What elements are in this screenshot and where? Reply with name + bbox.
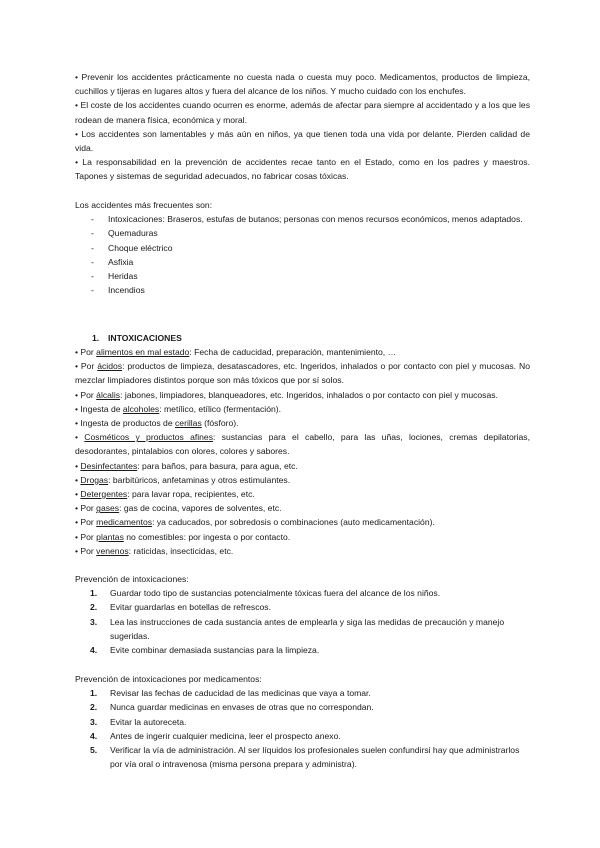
prevention-section xyxy=(75,572,530,657)
intro-paragraph: • Los accidentes son lamentables y más aún en niños, ya que tienen toda una vida por delante. Pierden calidad de vida. xyxy=(75,128,530,154)
cause-item: • Por medicamentos: ya caducados, por sobredosis o combinaciones (auto medicamentación). xyxy=(75,517,435,528)
intro-paragraph: • Prevenir los accidentes prácticamente no cuesta nada o cuesta muy poco. Medicamentos, productos de limpieza, cuchillos y tijeras en lugares altos y fuera del alcance de los niños. Y mucho cuidado con los enchufes. xyxy=(75,72,530,97)
intoxication-causes xyxy=(75,345,530,558)
list-item: 4. Evite combinar demasiada sustancias para la limpieza. xyxy=(90,645,320,656)
cause-item: • Desinfectantes: para baños, para basura, para agua, etc. xyxy=(75,460,298,471)
cause-item: • Por alimentos en mal estado: Fecha de caducidad, preparación, mantenimiento, … xyxy=(75,347,397,357)
intro-section xyxy=(75,70,530,184)
frequent-accidents-section xyxy=(75,198,530,297)
cause-item: • Detergentes: para lavar ropa, recipientes, etc. xyxy=(75,489,255,500)
prevention-list xyxy=(75,586,530,657)
cause-item: • Por venenos: raticidas, insecticidas, etc. xyxy=(75,545,234,556)
section-heading xyxy=(92,331,182,345)
cause-item: • Por álcalis: jabones, limpiadores, blanqueadores, etc. Ingeridos, inhalados o por contacto con piel y mucosas. xyxy=(75,389,498,400)
cause-item: • Ingesta de alcoholes: metílico, etílico (fermentación). xyxy=(75,403,282,414)
dash-bullet: - xyxy=(91,214,94,225)
list-item: - Intoxicaciones: Braseros, estufas de butanos; personas con menos recursos económicos, menos adaptados. xyxy=(75,212,530,226)
list-item: 4. Antes de ingerir cualquier medicina, leer el prospecto anexo. xyxy=(90,730,341,741)
prevention-title: Prevención de intoxicaciones: xyxy=(75,574,189,584)
list-item: - Incendios xyxy=(75,283,530,297)
frequent-accidents-title: Los accidentes más frecuentes son: xyxy=(75,200,213,210)
list-item: - Choque eléctrico xyxy=(75,241,530,255)
dash-bullet: - xyxy=(91,271,94,282)
section-number: 1. xyxy=(92,333,100,343)
dash-bullet: - xyxy=(91,256,94,267)
list-item: 3. Lea las instrucciones de cada sustancia antes de emplearla y siga las medidas de precaución y manejo sugeridas. xyxy=(90,616,505,641)
dash-bullet: - xyxy=(91,285,94,296)
cause-item: • Por ácidos: productos de limpieza, desatascadores, etc. Ingeridos, inhalados o por contacto con piel y mucosas. No mezclar limpiadores distintos porque son más tóxicos que por sí solos. xyxy=(75,361,530,386)
cause-item: • Cosméticos y productos afines: sustancias para el cabello, para las uñas, lociones, cremas depilatorias, desodorantes, pintalabios con olores, colores y sabores. xyxy=(75,432,530,457)
cause-item: • Ingesta de productos de cerillas (fósforo). xyxy=(75,418,239,429)
list-item: - Heridas xyxy=(75,269,530,283)
dash-bullet: - xyxy=(91,228,94,239)
medication-prevention-list xyxy=(75,686,530,771)
medication-prevention-section xyxy=(75,672,530,771)
list-item: 5. Verificar la vía de administración. Al ser líquidos los profesionales suelen confundirsi hay que administrarlos por vía oral o intravenosa (misma persona prepara y administra). xyxy=(90,745,520,770)
cause-item: • Por gases: gas de cocina, vapores de solventes, etc. xyxy=(75,503,282,514)
intro-paragraph: • El coste de los accidentes cuando ocurren es enorme, además de afectar para siempre al accidentado y a los que les rodean de manera física, económica y moral. xyxy=(75,100,530,125)
dash-bullet: - xyxy=(91,242,94,253)
list-item: - Asfixia xyxy=(75,255,530,269)
cause-item: • Por plantas no comestibles: por ingesta o por contacto. xyxy=(75,531,291,542)
frequent-accidents-list xyxy=(75,212,530,297)
list-item: 2. Evitar guardarlas en botellas de refrescos. xyxy=(90,602,271,613)
intro-paragraph: • La responsabilidad en la prevención de accidentes recae tanto en el Estado, como en los padres y maestros. Tapones y sistemas de seguridad adecuados, no fabricar cosas tóxicas. xyxy=(75,157,530,182)
list-item: 3. Evitar la autoreceta. xyxy=(90,716,187,727)
list-item: - Quemaduras xyxy=(75,226,530,240)
cause-item: • Drogas: barbitúricos, anfetaminas y otros estimulantes. xyxy=(75,474,291,485)
section-title: INTOXICACIONES xyxy=(108,333,182,343)
medication-prevention-title: Prevención de intoxicaciones por medicamentos: xyxy=(75,674,262,684)
list-item: 2. Nunca guardar medicinas en envases de otras que no correspondan. xyxy=(90,702,374,713)
list-item: 1. Guardar todo tipo de sustancias potencialmente tóxicas fuera del alcance de los niños. xyxy=(90,588,441,599)
list-item: 1. Revisar las fechas de caducidad de las medicinas que vaya a tomar. xyxy=(90,688,371,699)
